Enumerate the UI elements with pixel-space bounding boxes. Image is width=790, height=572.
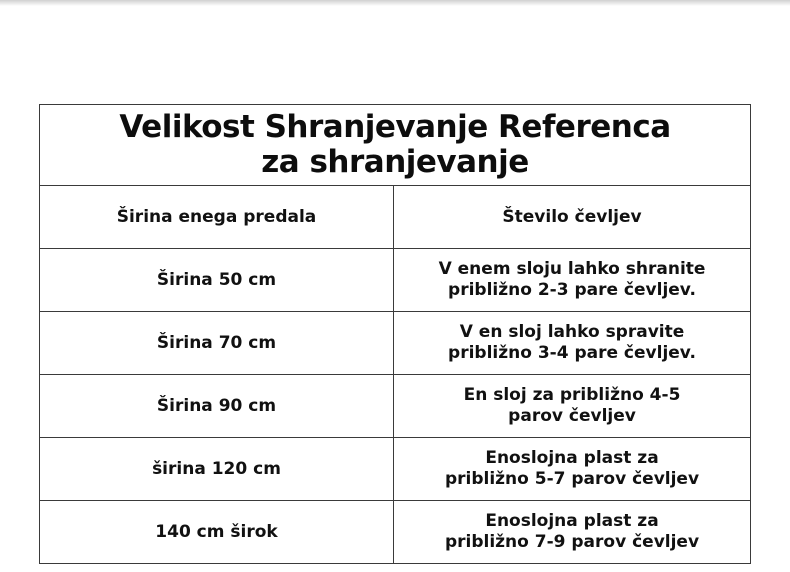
width-cell: Širina 70 cm	[40, 312, 394, 375]
capacity-line-1: Enoslojna plast za	[485, 448, 659, 468]
header-drawer-width: Širina enega predala	[40, 186, 394, 249]
table-row	[40, 312, 751, 375]
table-row	[40, 249, 751, 312]
title-line-2: za shranjevanje	[261, 144, 529, 180]
capacity-cell	[394, 249, 751, 312]
capacity-line-2: parov čevljev	[508, 406, 636, 426]
capacity-line-2: približno 2-3 pare čevljev.	[448, 280, 696, 300]
width-cell: Širina 90 cm	[40, 375, 394, 438]
table-row	[40, 501, 751, 564]
width-cell: 140 cm širok	[40, 501, 394, 564]
capacity-line-2: približno 5-7 parov čevljev	[444, 469, 700, 489]
capacity-line-1: En sloj za približno 4-5	[463, 385, 681, 405]
capacity-cell	[394, 312, 751, 375]
header-shoe-count: Število čevljev	[394, 186, 751, 249]
capacity-line-1: V en sloj lahko spravite	[459, 322, 685, 342]
capacity-line-2: približno 7-9 parov čevljev	[444, 532, 700, 552]
capacity-cell	[394, 375, 751, 438]
width-cell: Širina 50 cm	[40, 249, 394, 312]
capacity-cell	[394, 438, 751, 501]
capacity-cell	[394, 501, 751, 564]
table-row	[40, 438, 751, 501]
header-row	[40, 186, 751, 249]
capacity-line-1: V enem sloju lahko shranite	[438, 259, 706, 279]
size-reference-table	[39, 104, 751, 564]
top-shadow	[0, 0, 790, 6]
width-cell: širina 120 cm	[40, 438, 394, 501]
capacity-line-1: Enoslojna plast za	[485, 511, 659, 531]
table-row	[40, 375, 751, 438]
title-line-1: Velikost Shranjevanje Referenca	[119, 109, 671, 145]
capacity-line-2: približno 3-4 pare čevljev.	[448, 343, 696, 363]
title-row	[40, 105, 751, 186]
table-title	[40, 105, 751, 186]
